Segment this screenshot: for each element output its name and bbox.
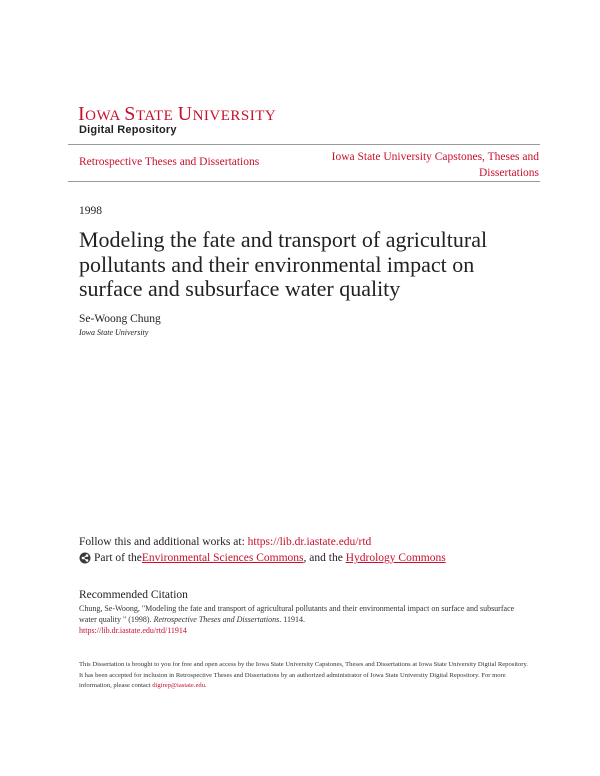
logo-text-tate: TATE [135, 108, 178, 124]
environmental-sciences-commons-link[interactable]: Environmental Sciences Commons [141, 552, 304, 564]
citation-series: Retrospective Theses and Dissertations [153, 615, 280, 624]
logo-text-owa: OWA [85, 108, 125, 124]
author-name[interactable]: Se-Woong Chung [79, 313, 161, 325]
citation-text [79, 603, 529, 636]
citation-body: Chung, Se-Woong, "Modeling the fate and transport of agricultural pollutants and their environmental impact on surface and subsurface water quality " (1998). [79, 604, 515, 624]
recommended-citation-heading: Recommended Citation [79, 589, 188, 601]
publication-year: 1998 [79, 205, 102, 217]
university-logo [78, 104, 276, 126]
bottom-divider [68, 181, 540, 182]
logo-subtitle: Digital Repository [79, 124, 177, 136]
citation-link[interactable]: https://lib.dr.iastate.edu/rtd/11914 [79, 626, 187, 635]
logo-initial-s: S [124, 103, 136, 125]
access-statement [79, 660, 529, 692]
author-affiliation: Iowa State University [79, 328, 149, 337]
logo-initial-u: U [177, 103, 193, 125]
document-title: Modeling the fate and transport of agricultural pollutants and their environmental impact on surface and subsurface water quality [79, 227, 488, 301]
logo-initial-i: I [78, 103, 86, 125]
share-icon [79, 552, 91, 564]
partof-middle: , and the [303, 552, 346, 564]
contact-email-link[interactable]: digirep@iastate.edu [152, 682, 206, 689]
follow-prefix: Follow this and additional works at: [79, 536, 248, 548]
top-divider [68, 144, 540, 145]
follow-line [79, 536, 371, 548]
citation-number: . 11914. [279, 615, 305, 624]
collection-link-left[interactable]: Retrospective Theses and Dissertations [79, 156, 260, 168]
hydrology-commons-link[interactable]: Hydrology Commons [345, 552, 446, 564]
part-of-line [79, 552, 446, 564]
access-statement-end: . [205, 682, 207, 689]
logo-text-niversity: NIVERSITY [192, 108, 277, 124]
partof-prefix: Part of the [94, 552, 142, 564]
access-statement-text: This Dissertation is brought to you for free and open access by the Iowa State University Capstones, Theses and Dissertations at Iowa State University Digital Repository. It has been accepted for inclusion in Retrospective Theses and Dissertations by an authorized administrator of Iowa State University Digital Repository. For more information, please contact [79, 661, 529, 689]
follow-link[interactable]: https://lib.dr.iastate.edu/rtd [247, 536, 372, 548]
collection-link-right[interactable]: Iowa State University Capstones, Theses and Dissertations [331, 151, 539, 179]
